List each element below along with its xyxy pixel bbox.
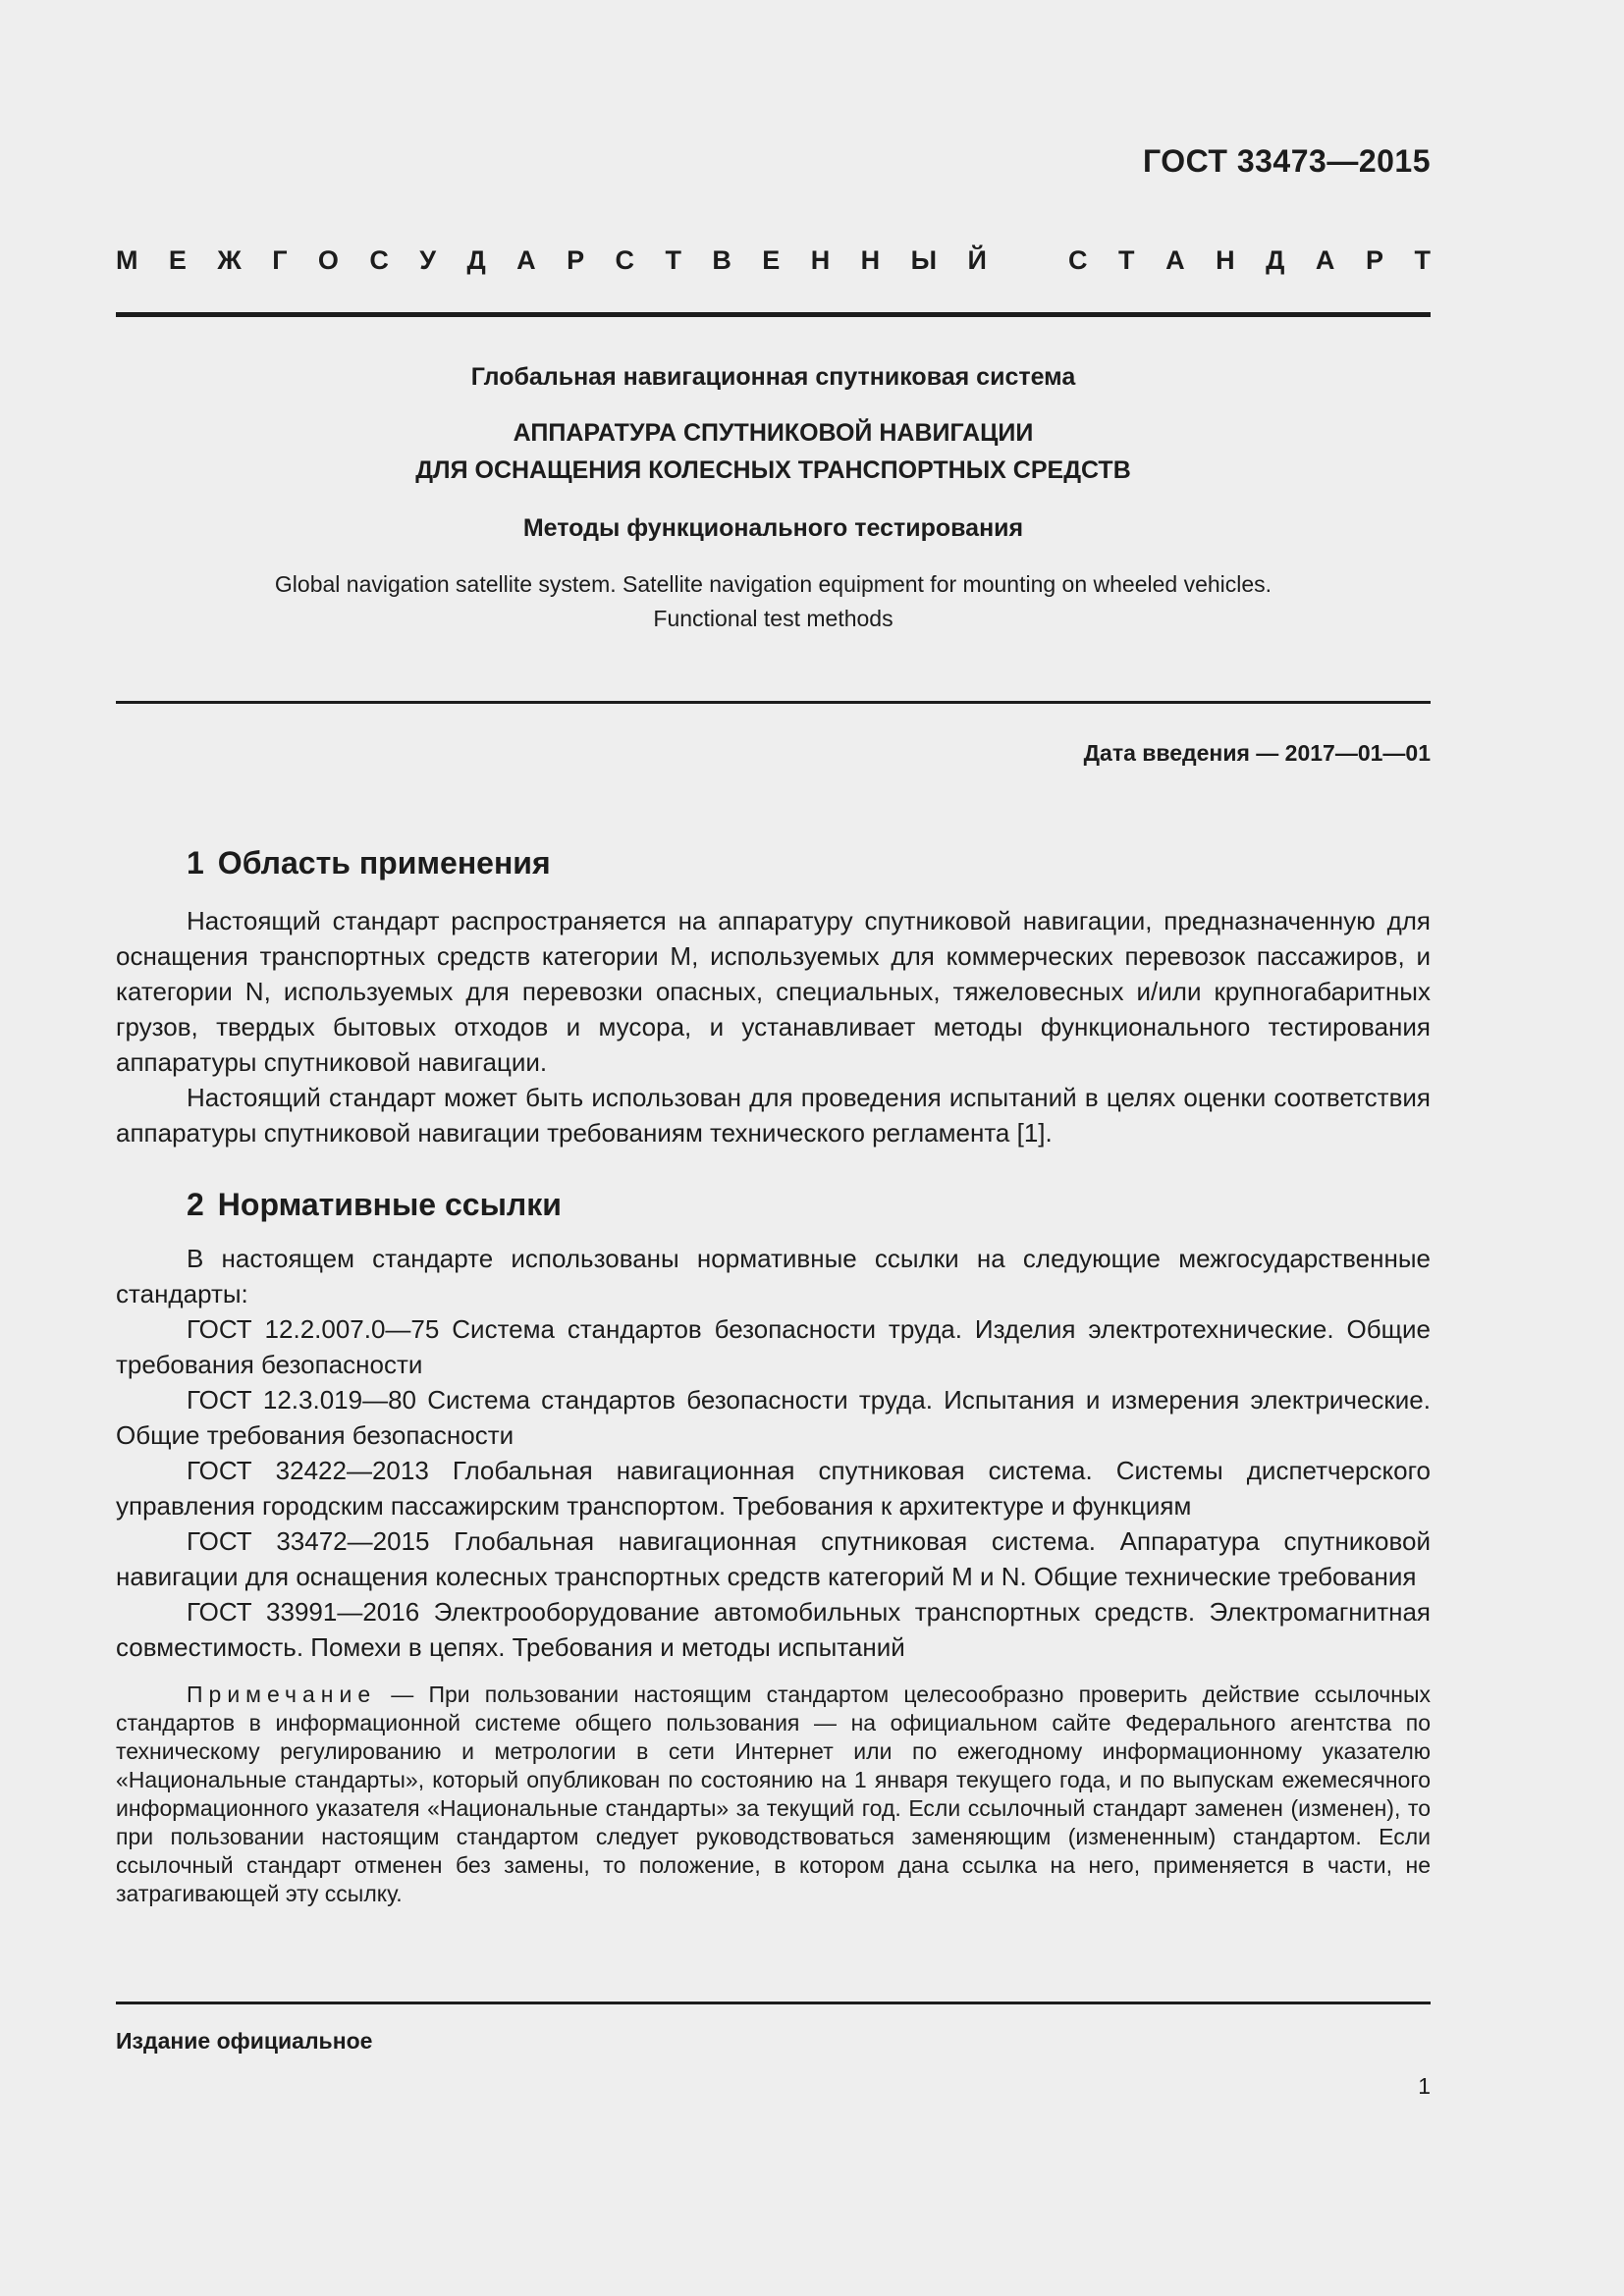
note (116, 1681, 1431, 1908)
section-1-content (116, 903, 1431, 1150)
title-methods: Методы функционального тестирования (522, 514, 1024, 542)
section-heading (116, 844, 1431, 881)
category-letter: М (116, 245, 138, 275)
category-word-interstate (116, 245, 987, 276)
reference-item: ГОСТ 33472—2015 Глобальная навигационная спутниковая система. Аппаратура спутниковой навигации для оснащения колесных транспортных средств категорий M и N. Общие технические требования (116, 1526, 1431, 1591)
paragraph: Настоящий стандарт распространяется на аппаратуру спутниковой навигации, предназначенную для оснащения транспортных средств категории M, используемых для коммерческих перевозок пассажиров, и категории N, используемых для перевозки опасных, специальных, тяжеловесных и/или крупногабаритных грузов, твердых бытовых отходов и мусора, и устанавливает методы функционального тестирования аппаратуры спутниковой навигации. (116, 906, 1431, 1077)
category-word-standard (1068, 245, 1431, 276)
reference-item: ГОСТ 12.3.019—80 Система стандартов безопасности труда. Испытания и измерения электрические. Общие требования безопасности (116, 1385, 1431, 1450)
title-main-line: ДЛЯ ОСНАЩЕНИЯ КОЛЕСНЫХ ТРАНСПОРТНЫХ СРЕДСТВ (415, 456, 1131, 484)
title-system: Глобальная навигационная спутниковая система (470, 363, 1076, 391)
title-english-line: Functional test methods (653, 606, 893, 631)
category-letter: Ж (217, 245, 242, 275)
section-title: Нормативные ссылки (217, 1187, 562, 1222)
category-letter: Т (1118, 245, 1135, 275)
category-letter: Д (466, 245, 486, 275)
category-letter: Ы (910, 245, 938, 275)
section-2-content (116, 1241, 1431, 1908)
category-letter: А (1165, 245, 1185, 275)
category-letter: С (1068, 245, 1088, 275)
category-letter: А (516, 245, 536, 275)
category-letter: С (369, 245, 389, 275)
category-letter: Й (967, 245, 987, 275)
introduction-date: Дата введения — 2017—01—01 (1083, 740, 1431, 766)
title-main (116, 414, 1431, 489)
reference-item: ГОСТ 12.2.007.0—75 Система стандартов безопасности труда. Изделия электротехнические. Общие требования безопасности (116, 1314, 1431, 1379)
reference-item: ГОСТ 32422—2013 Глобальная навигационная спутниковая система. Системы диспетчерского управления городским пассажирским транспортом. Требования к архитектуре и функциям (116, 1456, 1431, 1521)
category-letter: С (615, 245, 635, 275)
paragraph: В настоящем стандарте использованы нормативные ссылки на следующие межгосударственные стандарты: (116, 1244, 1431, 1308)
document-body (116, 844, 1431, 1908)
page-number: 1 (1418, 2073, 1431, 2099)
category-letter: Д (1266, 245, 1285, 275)
standard-number: ГОСТ 33473—2015 (1142, 143, 1431, 179)
category-letter: Г (272, 245, 288, 275)
category-letter: А (1315, 245, 1335, 275)
category-letter: Е (762, 245, 781, 275)
category-letter: Т (665, 245, 681, 275)
title-english-line: Global navigation satellite system. Satellite navigation equipment for mounting on wheeled vehicles. (274, 571, 1272, 597)
category-letter: Н (860, 245, 881, 275)
title-divider (116, 701, 1431, 704)
note-text: — При пользовании настоящим стандартом целесообразно проверить действие ссылочных стандартов в информационной системе общего пользования — на официальном сайте Федерального агентства по техническому регулированию и метрологии в сети Интернет или по ежегодному информационному указателю «Национальные стандарты», который опубликован по состоянию на 1 января текущего года, и по выпускам ежемесячного информационного указателя «Национальные стандарты» за текущий год. Если ссылочный стандарт заменен (изменен), то при пользовании настоящим стандартом следует руководствоваться заменяющим (измененным) стандартом. Если ссылочный стандарт отменен без замены, то положение, в котором дана ссылка на него, применяется в части, не затрагивающей эту ссылку. (116, 1682, 1431, 1906)
category-letter: У (419, 245, 437, 275)
edition-label: Издание официальное (116, 2028, 373, 2054)
category-letter: Н (1216, 245, 1235, 275)
section-number: 1 (187, 845, 204, 881)
section-heading (116, 1186, 1431, 1223)
section-title: Область применения (217, 845, 551, 881)
category-letter: Т (1414, 245, 1431, 275)
category-letter: Е (168, 245, 187, 275)
category-letter: О (317, 245, 339, 275)
section-number: 2 (187, 1187, 204, 1222)
note-label: Примечание (187, 1682, 377, 1707)
title-english (116, 567, 1431, 636)
reference-item: ГОСТ 33991—2016 Электрооборудование автомобильных транспортных средств. Электромагнитная совместимость. Помехи в цепях. Требования и методы испытаний (116, 1597, 1431, 1662)
footer-divider (116, 2002, 1431, 2004)
category-letter: Р (567, 245, 585, 275)
title-main-line: АППАРАТУРА СПУТНИКОВОЙ НАВИГАЦИИ (513, 419, 1034, 447)
document-page (116, 0, 1431, 2296)
category-letter: Н (810, 245, 831, 275)
category-letter: Р (1365, 245, 1383, 275)
category-letter: В (712, 245, 731, 275)
title-block (116, 361, 1431, 636)
header-divider (116, 312, 1431, 317)
paragraph: Настоящий стандарт может быть использован для проведения испытаний в целях оценки соответствия аппаратуры спутниковой навигации требованиям технического регламента [1]. (116, 1083, 1431, 1148)
standard-category (116, 245, 1431, 276)
